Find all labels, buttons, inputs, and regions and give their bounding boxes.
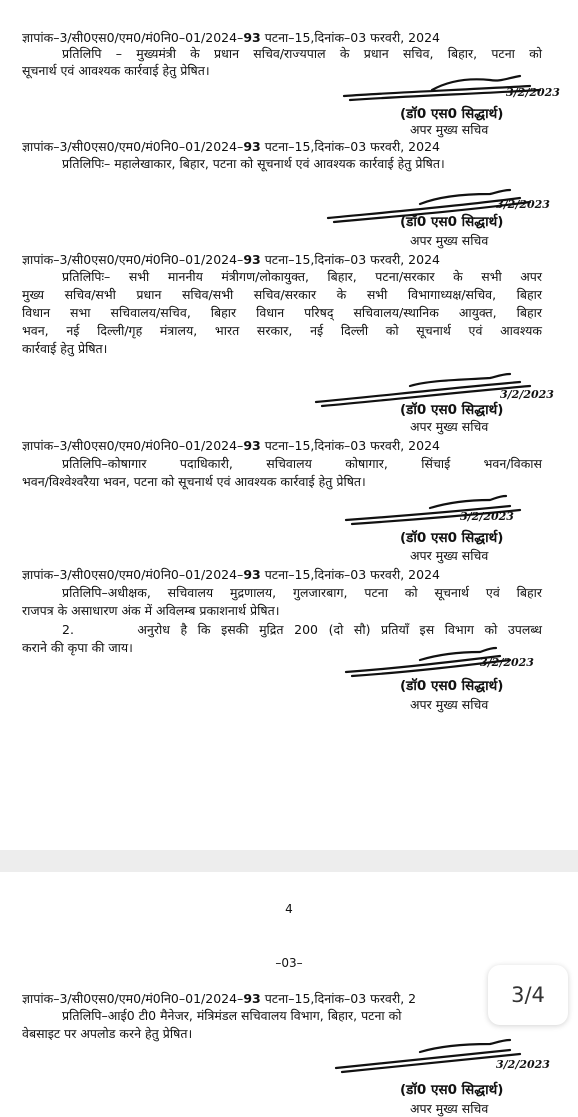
signature-date: 3/2/2023 bbox=[480, 656, 534, 669]
copy-text-line: राजपत्र के असाधारण अंक में अविलम्ब प्रकाशनार्थ प्रेषित। bbox=[22, 603, 280, 618]
signatory-name: (डॉ0 एस0 सिद्धार्थ) bbox=[400, 106, 504, 122]
memo-reference-5: ज्ञापांक–3/सी0एस0/एम0/मं0नि0–01/2024–93 पटना–15,दिनांक–03 फरवरी, 2024 bbox=[22, 567, 440, 582]
page-number: 4 bbox=[285, 902, 293, 916]
copy-text-line: मुख्य सचिव/सभी प्रधान सचिव/सभी सचिव/सरकार के सभी विभागाध्यक्ष/सचिव, बिहार bbox=[22, 287, 542, 302]
memo-reference-4: ज्ञापांक–3/सी0एस0/एम0/मं0नि0–01/2024–93 पटना–15,दिनांक–03 फरवरी, 2024 bbox=[22, 438, 440, 453]
signatory-designation: अपर मुख्य सचिव bbox=[410, 122, 489, 137]
copy-text-line: प्रतिलिपिः– सभी माननीय मंत्रीगण/लोकायुक्त, बिहार, पटना/सरकार के सभी अपर bbox=[62, 269, 542, 284]
copy-text-line: प्रतिलिपि – मुख्यमंत्री के प्रधान सचिव/राज्यपाल के प्रधान सचिव, बिहार, पटना को bbox=[62, 46, 542, 61]
signatory-name: (डॉ0 एस0 सिद्धार्थ) bbox=[400, 402, 504, 418]
signature-date: 3/2/2023 bbox=[496, 198, 550, 211]
page-indicator-badge[interactable]: 3/4 bbox=[488, 965, 568, 1025]
signatory-name: (डॉ0 एस0 सिद्धार्थ) bbox=[400, 530, 504, 546]
copy-text-line: 2. अनुरोध है कि इसकी मुद्रित 200 (दो सौ) प्रतियाँ इस विभाग को उपलब्ध bbox=[62, 622, 542, 637]
copy-text-line: प्रतिलिपिः– महालेखाकार, बिहार, पटना को सूचनार्थ एवं आवश्यक कार्रवाई हेतु प्रेषित। bbox=[62, 156, 445, 171]
memo-reference-6: ज्ञापांक–3/सी0एस0/एम0/मं0नि0–01/2024–93 पटना–15,दिनांक–03 फरवरी, 2 bbox=[22, 991, 417, 1006]
signature-date: 3/2/2023 bbox=[460, 510, 514, 523]
signature-date: 3/2/2023 bbox=[506, 86, 560, 99]
copy-text-line: प्रतिलिपि–अधीक्षक, सचिवालय मुद्रणालय, गुलजारबाग, पटना को सूचनार्थ एवं बिहार bbox=[62, 585, 542, 600]
memo-reference-2: ज्ञापांक–3/सी0एस0/एम0/मं0नि0–01/2024–93 पटना–15,दिनांक–03 फरवरी, 2024 bbox=[22, 139, 440, 154]
page-header-number: –03– bbox=[275, 956, 303, 970]
signature-date: 3/2/2023 bbox=[496, 1058, 550, 1071]
copy-text-line: वेबसाइट पर अपलोड करने हेतु प्रेषित। bbox=[22, 1026, 193, 1041]
signatory-name: (डॉ0 एस0 सिद्धार्थ) bbox=[400, 214, 504, 230]
memo-reference-3: ज्ञापांक–3/सी0एस0/एम0/मं0नि0–01/2024–93 पटना–15,दिनांक–03 फरवरी, 2024 bbox=[22, 252, 440, 267]
signatory-designation: अपर मुख्य सचिव bbox=[410, 697, 489, 712]
signatory-name: (डॉ0 एस0 सिद्धार्थ) bbox=[400, 1082, 504, 1098]
signatory-designation: अपर मुख्य सचिव bbox=[410, 548, 489, 563]
signatory-name: (डॉ0 एस0 सिद्धार्थ) bbox=[400, 678, 504, 694]
copy-text-line: प्रतिलिपि–आई0 टी0 मैनेजर, मंत्रिमंडल सचिवालय विभाग, बिहार, पटना को bbox=[62, 1008, 402, 1023]
copy-text-line: प्रतिलिपि–कोषागार पदाधिकारी, सचिवालय कोषागार, सिंचाई भवन/विकास bbox=[62, 456, 542, 471]
copy-text-line: कराने की कृपा की जाय। bbox=[22, 640, 133, 655]
copy-text-line: सूचनार्थ एवं आवश्यक कार्रवाई हेतु प्रेषित। bbox=[22, 63, 210, 78]
signatory-designation: अपर मुख्य सचिव bbox=[410, 1101, 489, 1116]
copy-text-line: भवन, नई दिल्ली/गृह मंत्रालय, भारत सरकार, नई दिल्ली को सूचनार्थ एवं आवश्यक bbox=[22, 323, 542, 338]
page-separator bbox=[0, 850, 578, 872]
copy-text-line: विधान सभा सचिवालय/सचिव, बिहार विधान परिषद् सचिवालय/स्थानिक आयुक्त, बिहार bbox=[22, 305, 542, 320]
copy-text-line: कार्रवाई हेतु प्रेषित। bbox=[22, 341, 108, 356]
memo-reference-1: ज्ञापांक–3/सी0एस0/एम0/मं0नि0–01/2024–93 पटना–15,दिनांक–03 फरवरी, 2024 bbox=[22, 30, 440, 45]
signatory-designation: अपर मुख्य सचिव bbox=[410, 419, 489, 434]
copy-text-line: भवन/विश्वेश्वरैया भवन, पटना को सूचनार्थ एवं आवश्यक कार्रवाई हेतु प्रेषित। bbox=[22, 474, 366, 489]
signature-date: 3/2/2023 bbox=[500, 388, 554, 401]
signatory-designation: अपर मुख्य सचिव bbox=[410, 233, 489, 248]
